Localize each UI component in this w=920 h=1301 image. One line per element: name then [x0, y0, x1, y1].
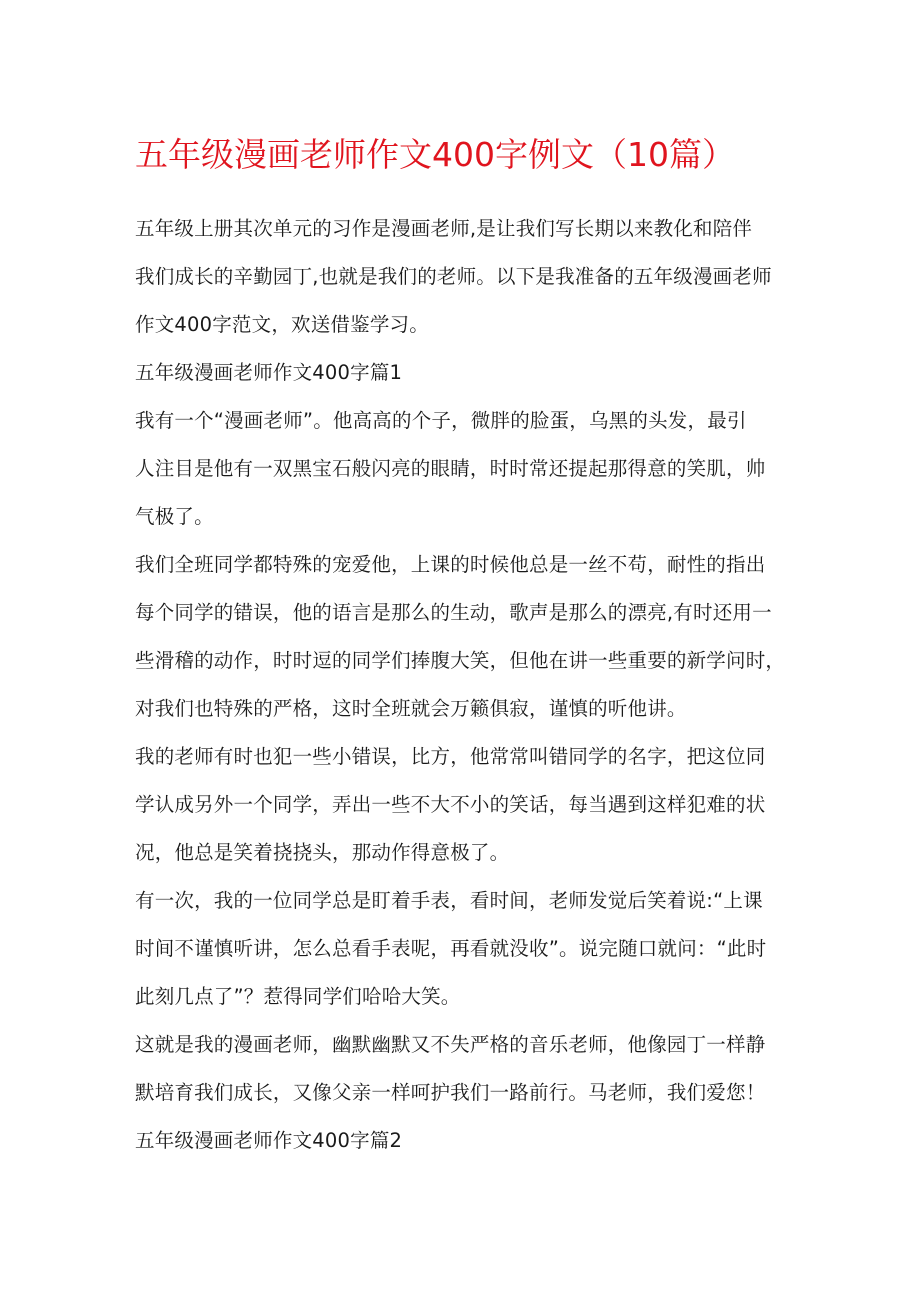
paragraph-line: 这就是我的漫画老师，幽默幽默又不失严格的音乐老师，他像园丁一样静 — [135, 1033, 766, 1056]
paragraph-line: 些滑稽的动作，时时逗的同学们捧腹大笑，但他在讲一些重要的新学问时， — [135, 649, 786, 672]
intro-line: 我们成长的辛勤园丁,也就是我们的老师。以下是我准备的五年级漫画老师 — [135, 265, 772, 288]
paragraph-line: 我的老师有时也犯一些小错误，比方，他常常叫错同学的名字，把这位同 — [135, 745, 766, 768]
paragraph-line: 每个同学的错误，他的语言是那么的生动，歌声是那么的漂亮,有时还用一 — [135, 601, 772, 624]
paragraph-line: 人注目是他有一双黑宝石般闪亮的眼睛，时时常还提起那得意的笑肌，帅 — [135, 457, 766, 480]
document-title: 五年级漫画老师作文400字例文（10篇） — [135, 135, 735, 174]
section-heading-1: 五年级漫画老师作文400字篇1 — [135, 361, 403, 384]
paragraph-line: 学认成另外一个同学，弄出一些不大不小的笑话，每当遇到这样犯难的状 — [135, 793, 766, 816]
paragraph-line: 我有一个“漫画老师”。他高高的个子，微胖的脸蛋，乌黑的头发，最引 — [135, 409, 747, 432]
intro-line: 五年级上册其次单元的习作是漫画老师,是让我们写长期以来教化和陪伴 — [135, 217, 753, 240]
paragraph-line: 此刻几点了”？惹得同学们哈哈大笑。 — [135, 985, 461, 1008]
document-body — [135, 205, 795, 1165]
paragraph-line: 时间不谨慎听讲，怎么总看手表呢，再看就没收”。说完随口就问：“此时 — [135, 937, 767, 960]
intro-line: 作文400字范文，欢送借鉴学习。 — [135, 313, 429, 336]
paragraph-line: 对我们也特殊的严格，这时全班就会万籁俱寂，谨慎的听他讲。 — [135, 697, 687, 720]
paragraph-line: 我们全班同学都特殊的宠爱他，上课的时候他总是一丝不苟，耐性的指出 — [135, 553, 766, 576]
paragraph-line: 默培育我们成长，又像父亲一样呵护我们一路前行。马老师，我们爱您！ — [135, 1081, 766, 1104]
paragraph-line: 有一次，我的一位同学总是盯着手表，看时间，老师发觉后笑着说:“上课 — [135, 889, 763, 912]
section-heading-2: 五年级漫画老师作文400字篇2 — [135, 1129, 403, 1152]
paragraph-line: 气极了。 — [135, 505, 214, 528]
paragraph-line: 况，他总是笑着挠挠头，那动作得意极了。 — [135, 841, 510, 864]
